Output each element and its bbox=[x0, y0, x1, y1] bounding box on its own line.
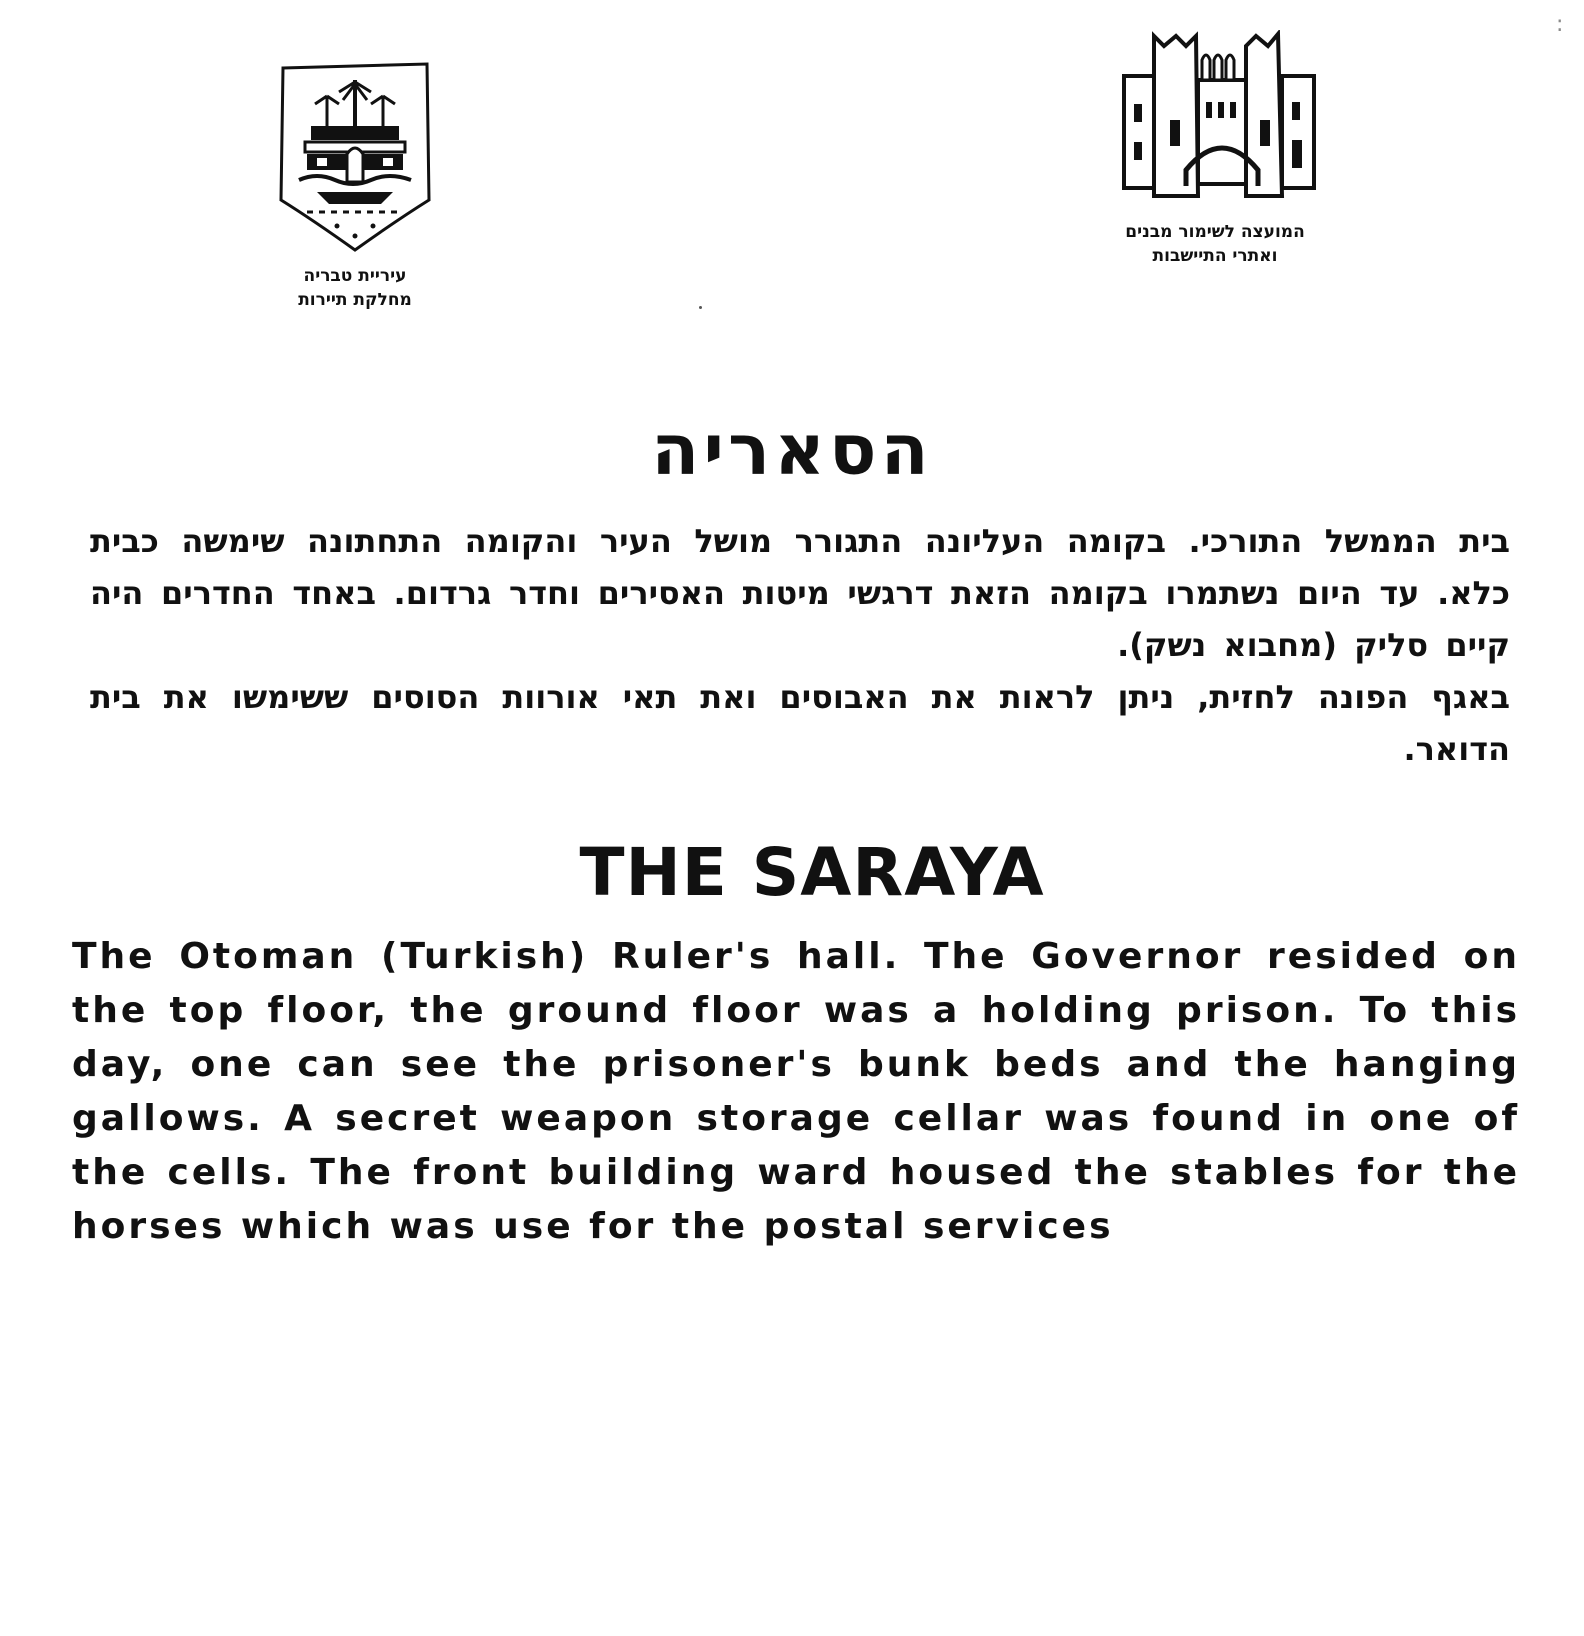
hebrew-title: הסאריה bbox=[651, 409, 933, 491]
heritage-council-building-icon bbox=[1120, 30, 1320, 202]
corner-mark: : bbox=[1556, 12, 1564, 37]
hebrew-paragraph-1: בית הממשל התורכי. בקומה העליונה התגורר מושל העיר והקומה התחתונה שימשה כבית כלא. עד היום נשתמרו בקומה הזאת דרגשי מיטות האסירים וחדר גרדום. באחד החדרים היה קיים סליק (מחבוא נשק). bbox=[90, 522, 1510, 664]
municipality-logo bbox=[270, 60, 440, 312]
english-body: The Otoman (Turkish) Ruler's hall. The Governor resided on the top floor, the ground floor was a holding prison. To this day, one can see the prisoner's bunk beds and the hanging gallows. A secret weapon storage cellar was found in one of the cells. The front building ward housed the stables for the horses which was use for the postal services bbox=[72, 936, 1520, 1247]
english-title: THE SARAYA bbox=[579, 834, 1045, 911]
heritage-council-caption bbox=[1080, 220, 1350, 268]
heritage-council-caption-line2: ואתרי התיישבות bbox=[1152, 246, 1278, 266]
stray-dot bbox=[699, 306, 702, 309]
tiberias-municipality-emblem-icon bbox=[277, 60, 433, 254]
municipality-caption bbox=[270, 264, 440, 312]
hebrew-body bbox=[90, 515, 1510, 775]
municipality-caption-line1: עיריית טבריה bbox=[303, 266, 407, 286]
heritage-council-caption-line1: המועצה לשימור מבנים bbox=[1125, 222, 1305, 242]
hebrew-paragraph-2: באגף הפונה לחזית, ניתן לראות את האבוסים ואת תאי אורוות הסוסים ששימשו את בית הדואר. bbox=[90, 678, 1510, 768]
heritage-council-logo bbox=[1080, 30, 1370, 268]
municipality-caption-line2: מחלקת תיירות bbox=[298, 290, 412, 310]
